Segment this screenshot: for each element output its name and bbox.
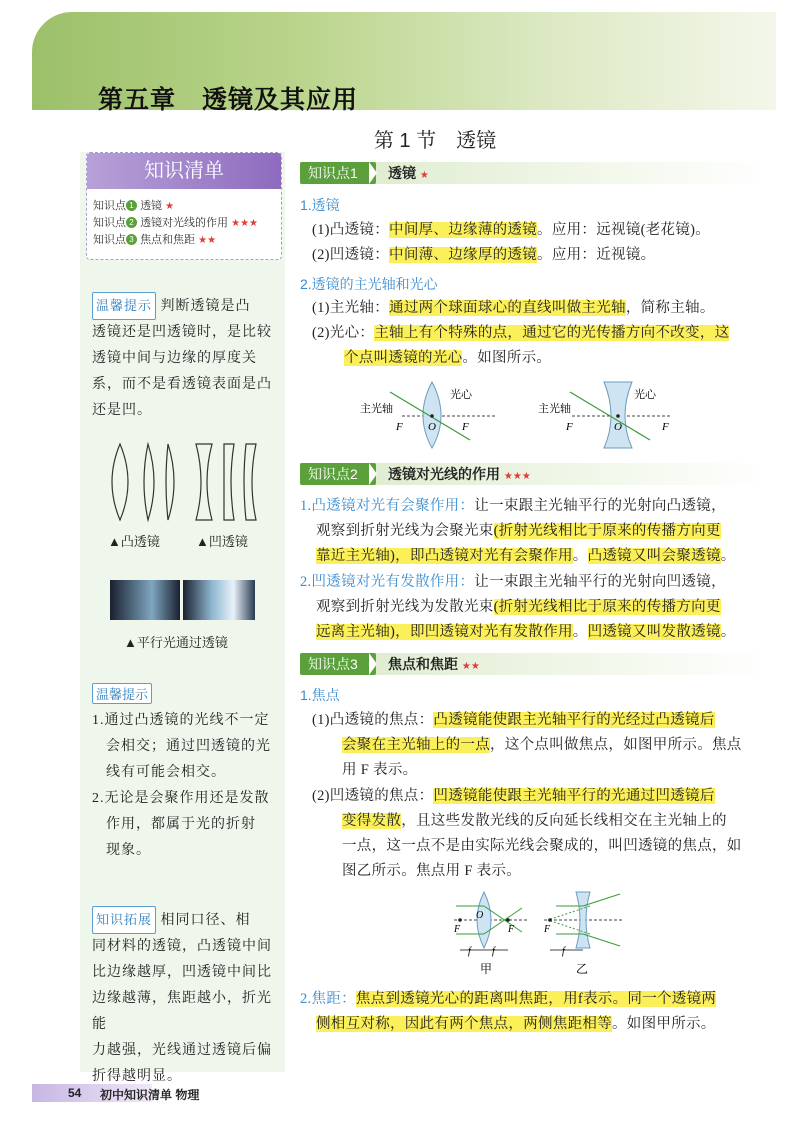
meniscus-concave-lens — [244, 444, 256, 520]
knowledge-list-item[interactable]: 知识点 1 透镜 ★ — [93, 200, 175, 212]
kp1-center-2: 个点叫透镜的光心。如图所示。 — [344, 350, 552, 366]
focal-length-line1: 2.焦距：焦点到透镜光心的距离叫焦距，用f表示。同一个透镜两 — [300, 991, 717, 1007]
star-icon: ★ — [165, 201, 175, 212]
number-badge: 1 — [126, 200, 137, 211]
photo-caption: ▲平行光通过透镜 — [124, 635, 228, 650]
kp3-convex-line3: 用 F 表示。 — [342, 762, 418, 778]
svg-text:F: F — [544, 924, 551, 935]
svg-text:f: f — [562, 946, 565, 957]
number-badge: 3 — [126, 234, 137, 245]
plano-convex-lens — [144, 444, 154, 520]
kp1-sub2: 2.透镜的主光轴和光心 — [300, 276, 438, 292]
kp2-p2-line2: 观察到折射光线为发散光束(折射光线相比于原来的传播方向更 — [316, 599, 721, 615]
kp1-center: (2)光心：主轴上有个特殊的点，通过它的光传播方向不改变，这 — [312, 325, 730, 341]
kp3-title: 焦点和焦距 ★★ — [388, 656, 480, 672]
concave-axis-diagram — [538, 382, 670, 448]
number-badge: 2 — [126, 217, 137, 228]
concave-focus-diagram — [543, 892, 622, 976]
star-icon: ★ — [419, 170, 429, 181]
svg-text:O: O — [614, 421, 622, 433]
svg-text:F: F — [454, 924, 461, 935]
svg-text:F: F — [462, 421, 469, 433]
kp2-title: 透镜对光线的作用 ★★★ — [388, 466, 531, 482]
kp3-concave-line2: 变得发散，且这些发散光线的反向延长线相交在主光轴上的 — [342, 813, 727, 829]
kp2-p2-line1: 2.凹透镜对光有发散作用：让一束跟主光轴平行的光射向凹透镜， — [300, 574, 726, 590]
star-icon: ★★★ — [231, 218, 259, 229]
section-title: 第 1 节 透镜 — [373, 130, 497, 152]
kp3-concave-line3: 一点，这一点不是由实际光线会聚成的，叫凹透镜的焦点，如 — [342, 838, 742, 854]
kp2-p1-line1: 1.凸透镜对光有会聚作用：让一束跟主光轴平行的光射向凸透镜， — [300, 498, 726, 514]
kp1-axis: (1)主光轴：通过两个球面球心的直线叫做主光轴，简称主轴。 — [312, 300, 715, 316]
book-title: 初中知识清单 物理 — [100, 1088, 200, 1102]
tip-tag: 温馨提示 — [92, 683, 152, 704]
convex-light-photo — [110, 580, 180, 620]
knowledge-list-item[interactable]: 知识点 2 透镜对光线的作用 ★★★ — [93, 217, 259, 229]
kp3-convex-line2: 会聚在主光轴上的一点，这个点叫做焦点，如图甲所示。焦点 — [342, 737, 742, 753]
tip-tag: 温馨提示 — [92, 292, 156, 320]
kp3-sub1: 1.焦点 — [300, 687, 340, 703]
kp2-p2-line3: 远离主光轴)，即凹透镜对光有发散作用。凹透镜又叫发散透镜。 — [316, 624, 736, 640]
svg-text:光心: 光心 — [634, 389, 656, 401]
svg-text:乙: 乙 — [576, 962, 589, 976]
svg-text:光心: 光心 — [450, 389, 472, 401]
tip-box-1: 温馨提示 判断透镜是凸 透镜还是凹透镜时，是比较 透镜中间与边缘的厚度关 系，而不是看透镜表面是凸 还是凹。 — [92, 292, 278, 424]
kp1-sub1: 1.透镜 — [300, 197, 340, 213]
star-icon: ★★★ — [503, 471, 531, 482]
focal-length-line2: 侧相互对称，因此有两个焦点，两侧焦距相等。如图甲所示。 — [316, 1016, 716, 1032]
tip-tag: 知识拓展 — [92, 906, 156, 934]
principal-axis-figure — [350, 378, 710, 450]
convex-axis-diagram — [360, 382, 495, 448]
knowledge-list-item[interactable]: 知识点 3 焦点和焦距 ★★ — [93, 234, 217, 246]
biconcave-lens — [196, 444, 212, 520]
kp3-concave-line4: 图乙所示。焦点用 F 表示。 — [342, 863, 522, 879]
meniscus-convex-lens — [166, 444, 174, 520]
concave-light-photo — [183, 580, 255, 620]
kp1-tag: 知识点1 — [300, 162, 376, 184]
chapter-title: 第五章 透镜及其应用 — [98, 86, 359, 114]
convex-focus-diagram — [453, 892, 528, 976]
kp1-title: 透镜 ★ — [388, 165, 429, 181]
kp2-tag: 知识点2 — [300, 463, 376, 485]
extension-box: 知识拓展 相同口径、相 同材料的透镜，凸透镜中间 比边缘越厚，凹透镜中间比 边缘越薄，焦距越小，折光能 力越强，光线通过透镜后偏 折得越明显。 — [92, 906, 282, 1090]
svg-text:F: F — [566, 421, 573, 433]
tip-box-2: 1.通过凸透镜的光线不一定 会相交；通过凹透镜的光 线有可能会相交。 2.无论是会聚作用还是发散 作用，都属于光的折射 现象。 — [92, 713, 271, 858]
svg-text:甲: 甲 — [480, 962, 493, 976]
svg-text:F: F — [396, 421, 403, 433]
lens-shapes-figure — [100, 438, 270, 526]
kp3-tag: 知识点3 — [300, 653, 376, 675]
plano-concave-lens — [224, 444, 234, 520]
svg-text:f: f — [492, 946, 495, 957]
kp3-concave-line1: (2)凹透镜的焦点：凹透镜能使跟主光轴平行的光通过凹透镜后 — [312, 788, 715, 804]
knowledge-list-box — [86, 152, 282, 260]
kp2-p1-line2: 观察到折射光线为会聚光束(折射光线相比于原来的传播方向更 — [316, 523, 721, 539]
svg-text:f: f — [468, 946, 471, 957]
biconvex-lens — [112, 444, 128, 520]
star-icon: ★★ — [461, 661, 480, 672]
concave-caption: ▲凹透镜 — [196, 534, 248, 549]
star-icon: ★★ — [198, 235, 217, 246]
focal-point-figure — [450, 888, 630, 978]
svg-text:主光轴: 主光轴 — [538, 403, 571, 415]
kp1-concave: (2)凹透镜：中间薄、边缘厚的透镜。应用：近视镜。 — [312, 247, 656, 263]
svg-text:主光轴: 主光轴 — [360, 403, 393, 415]
page-number: 54 — [68, 1086, 82, 1100]
convex-caption: ▲凸透镜 — [108, 534, 160, 549]
kp1-convex: (1)凸透镜：中间厚、边缘薄的透镜。应用：远视镜(老花镜)。 — [312, 222, 711, 238]
kp3-convex-line1: (1)凸透镜的焦点：凸透镜能使跟主光轴平行的光经过凸透镜后 — [312, 712, 715, 728]
svg-text:F: F — [508, 924, 515, 935]
svg-text:O: O — [476, 910, 484, 921]
svg-text:F: F — [662, 421, 669, 433]
svg-text:O: O — [428, 421, 436, 433]
knowledge-list-title: 知识清单 — [87, 153, 281, 189]
kp2-p1-line3: 靠近主光轴)，即凸透镜对光有会聚作用。凸透镜又叫会聚透镜。 — [316, 548, 736, 564]
